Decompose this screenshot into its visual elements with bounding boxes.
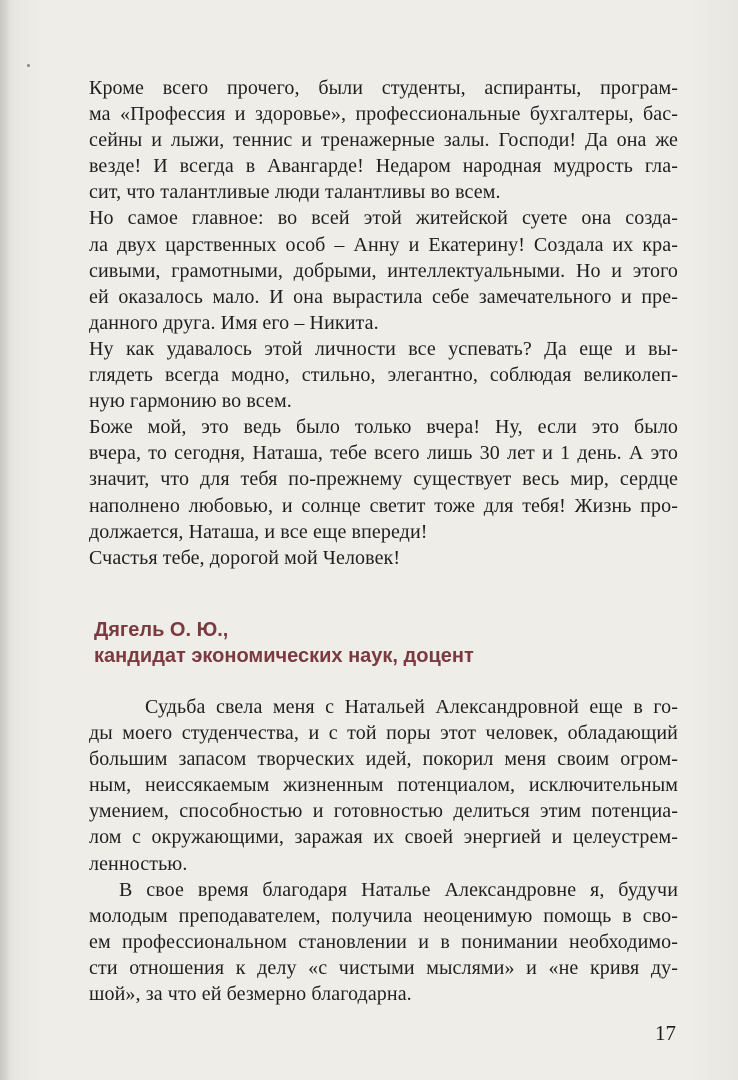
- author-title: кандидат экономических наук, доцент: [94, 645, 474, 667]
- text-line: Боже мой, это ведь было только вчера! Ну, если это было: [89, 416, 678, 439]
- text-line: ем профессиональном становлении и в понимании необходимо-: [89, 930, 678, 953]
- text-line: сит, что талантливые люди талантливы во всем.: [89, 181, 501, 204]
- text-line: значит, что для тебя по-прежнему существует весь мир, сердце: [89, 468, 678, 491]
- text-line: ленностью.: [89, 852, 188, 875]
- text-line: лом с окружающими, заражая их своей энергией и целеустрем-: [89, 826, 678, 849]
- text-line: Кроме всего прочего, были студенты, аспиранты, програм-: [89, 77, 678, 99]
- text-line: ей оказалось мало. И она вырастила себе замечательного и пре-: [89, 285, 678, 308]
- text-line: Судьба свела меня с Натальей Александровной еще в го-: [145, 696, 678, 718]
- text-line: глядеть всегда модно, стильно, элегантно, соблюдая великолеп-: [89, 364, 678, 387]
- author-name: Дягель О. Ю.,: [94, 619, 229, 641]
- scan-speck: [27, 64, 30, 67]
- tribute-text-block-2: [89, 694, 678, 1007]
- text-line: шой», за что ей безмерно благодарна.: [89, 983, 412, 1006]
- text-line: молодым преподавателем, получила неоценимую помощь в сво-: [89, 904, 678, 927]
- text-line: ную гармонию во всем.: [89, 390, 292, 413]
- text-line: везде! И всегда в Авангарде! Недаром народная мудрость гла-: [89, 155, 678, 178]
- text-line: умением, способностью и готовностью делиться этим потенциа-: [89, 800, 678, 823]
- text-line: большим запасом творческих идей, покорил меня своим огром-: [89, 748, 678, 771]
- text-line: сейны и лыжи, теннис и тренажерные залы. Господи! Да она же: [89, 129, 678, 152]
- text-line: Но самое главное: во всей этой житейской суете она созда-: [89, 207, 678, 230]
- tribute-text-block-1: [89, 75, 678, 571]
- text-line: сивыми, грамотными, добрыми, интеллектуальными. Но и этого: [89, 259, 678, 282]
- text-line: вчера, то сегодня, Наташа, тебе всего лишь 30 лет и 1 день. А это: [89, 442, 678, 465]
- spine-shadow: [0, 0, 10, 1080]
- text-line: наполнено любовью, и солнце светит тоже для тебя! Жизнь про-: [89, 494, 678, 517]
- page-number: 17: [655, 1021, 676, 1045]
- text-line: данного друга. Имя его – Никита.: [89, 311, 379, 334]
- text-line: сти отношения к делу «с чистыми мыслями» и «не кривя ду-: [89, 956, 678, 979]
- text-line: ды моего студенчества, и с той поры этот человек, обладающий: [89, 722, 678, 745]
- text-line: ла двух царственных особ – Анну и Екатерину! Создала их кра-: [89, 233, 678, 256]
- text-line: ма «Профессия и здоровье», профессиональные бухгалтеры, бас-: [89, 103, 678, 126]
- text-line: должается, Наташа, и все еще впереди!: [89, 520, 428, 543]
- author-heading: [94, 617, 474, 669]
- text-line: Счастья тебе, дорогой мой Человек!: [89, 546, 401, 569]
- text-line: В свое время благодаря Наталье Александровне я, будучи: [119, 878, 678, 901]
- text-line: ным, неиссякаемым жизненным потенциалом, исключительным: [89, 774, 678, 797]
- text-line: Ну как удавалось этой личности все успевать? Да еще и вы-: [89, 337, 678, 360]
